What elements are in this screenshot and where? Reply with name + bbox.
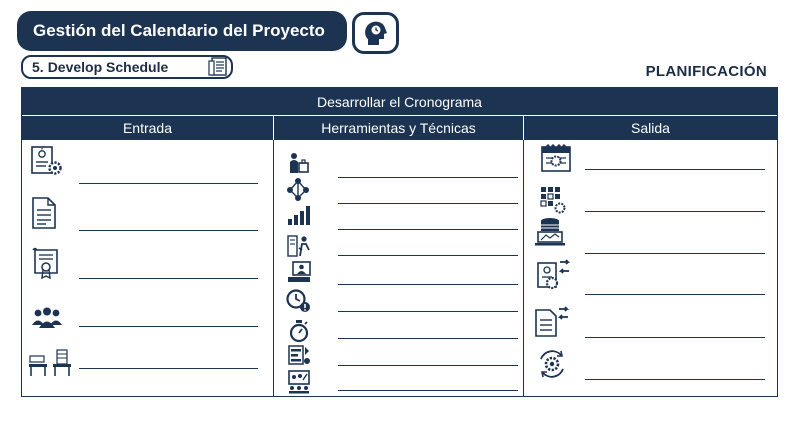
tool-line-6	[338, 311, 518, 312]
column-header-inputs: Entrada	[122, 120, 173, 136]
input-line-2	[79, 230, 258, 231]
computer-user-icon	[286, 260, 312, 289]
database-laptop-icon	[534, 217, 566, 252]
tool-line-7	[338, 338, 518, 339]
network-diagram-icon	[286, 177, 310, 206]
page-title-text: Gestión del Calendario del Proyecto	[33, 21, 325, 40]
output-line-5	[585, 337, 765, 338]
people-group-icon	[30, 307, 64, 336]
document-list-icon	[208, 57, 230, 82]
output-line-2	[585, 211, 765, 212]
page-title	[17, 11, 347, 51]
output-line-6	[585, 379, 765, 380]
office-desks-icon	[27, 348, 73, 383]
column-header-outputs: Salida	[631, 120, 670, 136]
process-number: 5.	[32, 59, 44, 75]
output-line-1	[585, 169, 765, 170]
head-thinking-icon	[352, 12, 399, 54]
tools-column	[273, 140, 524, 397]
outputs-column	[524, 140, 777, 397]
bar-chart-icon	[287, 204, 311, 231]
input-line-4	[79, 326, 258, 327]
input-line-5	[79, 368, 258, 369]
tool-line-4	[338, 255, 518, 256]
clock-alert-icon	[286, 289, 312, 318]
table-main-header: Desarrollar el Cronograma	[22, 88, 777, 116]
document-icon	[30, 196, 58, 235]
tool-line-5	[338, 284, 518, 285]
tool-line-3	[338, 229, 518, 230]
output-line-4	[585, 294, 765, 295]
input-line-1	[79, 183, 258, 184]
expert-person-icon	[288, 152, 310, 179]
schedule-compression-icon	[287, 344, 311, 371]
column-header-tools: Herramientas y Técnicas	[273, 116, 524, 140]
output-line-3	[585, 253, 765, 254]
inputs-column	[22, 140, 273, 397]
input-line-3	[79, 278, 258, 279]
ito-table	[21, 87, 778, 397]
tool-line-8	[338, 365, 518, 366]
process-label	[21, 55, 233, 79]
document-update-gear-icon	[536, 259, 572, 296]
table-column-headers	[22, 116, 777, 140]
document-update-icon	[534, 306, 570, 343]
presentation-board-icon	[287, 370, 311, 399]
calendar-icon	[540, 143, 572, 178]
tool-line-9	[338, 390, 518, 391]
resource-person-icon	[286, 234, 312, 263]
certificate-scroll-icon	[30, 247, 62, 286]
schedule-data-icon	[540, 186, 566, 219]
table-body	[22, 140, 777, 397]
tool-line-2	[338, 203, 518, 204]
document-gear-icon	[30, 145, 64, 182]
gear-cycle-icon	[537, 349, 567, 384]
tool-line-1	[338, 177, 518, 178]
phase-label: PLANIFICACIÓN	[645, 63, 767, 80]
process-name: Develop Schedule	[47, 59, 169, 75]
